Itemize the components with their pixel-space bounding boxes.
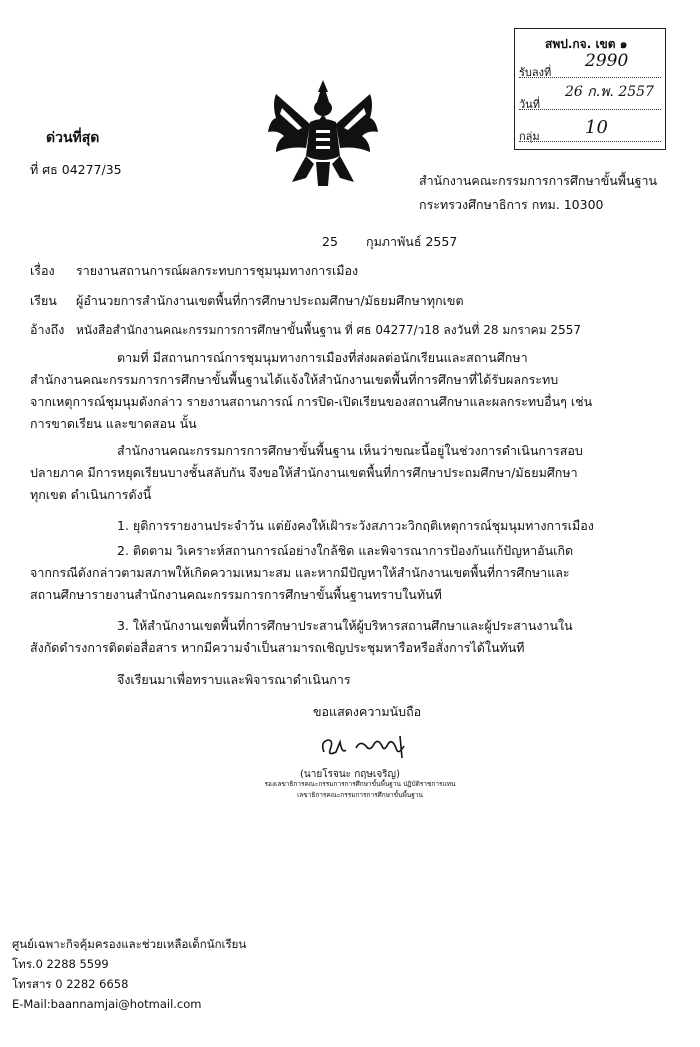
action-item-1-line: 1. ยุติการรายงานประจำวัน แต่ยังคงให้เฝ้าระวังสภาวะวิกฤติเหตุการณ์ชุมนุมทางการเมือง <box>117 518 594 533</box>
action-item-3-line: 3. ให้สำนักงานเขตพื้นที่การศึกษาประสานให้ผู้บริหารสถานศึกษาและผู้ประสานงานใน <box>117 618 573 633</box>
closing-salutation: ขอแสดงความนับถือ <box>313 704 422 719</box>
date-day: 25 <box>322 234 338 249</box>
action-item-2-line: สถานศึกษารายงานสำนักงานคณะกรรมการการศึกษาขั้นพื้นฐานทราบในทันที <box>30 587 442 602</box>
stamp-date-value: 26 ก.พ. 2557 <box>565 84 654 100</box>
signer-name: (นายโรจนะ กฤษเจริญ) <box>300 769 400 780</box>
footer-email: E-Mail:baannamjai@hotmail.com <box>12 997 202 1011</box>
recipient-text: ผู้อำนวยการสำนักงานเขตพื้นที่การศึกษาประถมศึกษา/มัธยมศึกษาทุกเขต <box>76 293 464 308</box>
action-item-3 <box>30 615 670 659</box>
garuda-emblem-icon <box>262 78 384 190</box>
action-item-3-line: สังกัดดำรงการติดต่อสื่อสาร หากมีความจำเป็นสามารถเชิญประชุมหารือหรือสั่งการได้ในทันที <box>30 640 525 655</box>
closing-request: จึงเรียนมาเพื่อทราบและพิจารณาดำเนินการ <box>117 672 351 687</box>
stamp-group-value: 10 <box>585 117 608 138</box>
stamp-receive-no: 2990 <box>585 51 629 71</box>
document-number: ที่ ศธ 04277/35 <box>30 162 122 177</box>
paragraph-2-line: สำนักงานคณะกรรมการการศึกษาขั้นพื้นฐาน เห็นว่าขณะนี้อยู่ในช่วงการดำเนินการสอบ <box>117 443 583 458</box>
agency-name: สำนักงานคณะกรรมการการศึกษาขั้นพื้นฐาน <box>419 173 658 188</box>
action-item-2 <box>30 540 670 606</box>
subject-label: เรื่อง <box>30 263 55 278</box>
recipient-label: เรียน <box>30 293 57 308</box>
date-month-year: กุมภาพันธ์ 2557 <box>366 234 458 249</box>
reception-stamp <box>514 28 666 150</box>
action-item-1 <box>117 515 677 537</box>
paragraph-1-line: ตามที่ มีสถานการณ์การชุมนุมทางการเมืองที่ส่งผลต่อนักเรียนและสถานศึกษา <box>117 350 528 365</box>
reference-label: อ้างถึง <box>30 322 65 337</box>
signer-title-2: เลขาธิการคณะกรรมการการศึกษาขั้นพื้นฐาน <box>297 791 423 799</box>
action-item-2-line: จากกรณีดังกล่าวตามสภาพให้เกิดความเหมาะสม และหากมีปัญหาให้สำนักงานเขตพื้นที่การศึกษาและ <box>30 565 570 580</box>
paragraph-1 <box>30 347 670 435</box>
paragraph-1-line: สำนักงานคณะกรรมการการศึกษาขั้นพื้นฐานได้แจ้งให้สำนักงานเขตพื้นที่การศึกษาที่ได้รับผลกระทบ <box>30 372 559 387</box>
footer-fax: โทรสาร 0 2282 6658 <box>12 977 129 991</box>
action-item-2-line: 2. ติดตาม วิเคราะห์สถานการณ์อย่างใกล้ชิด และพิจารณาการป้องกันแก้ปัญหาอันเกิด <box>117 543 574 558</box>
paragraph-1-line: จากเหตุการณ์ชุมนุมดังกล่าว รายงานสถานการณ์ การปิด-เปิดเรียนของสถานศึกษาและผลกระทบอื่นๆ เช่น <box>30 394 593 409</box>
footer-tel: โทร.0 2288 5599 <box>12 957 109 971</box>
paragraph-1-line: การขาดเรียน และขาดสอน นั้น <box>30 416 197 431</box>
stamp-office: สพป.กจ. เขต ๑ <box>545 37 628 51</box>
agency-address: กระทรวงศึกษาธิการ กทม. 10300 <box>419 197 604 212</box>
paragraph-2-line: ทุกเขต ดำเนินการดังนี้ <box>30 487 152 502</box>
stamp-group-label: กลุ่ม <box>519 130 540 143</box>
reference-text: หนังสือสำนักงานคณะกรรมการการศึกษาขั้นพื้นฐาน ที่ ศธ 04277/ว18 ลงวันที่ 28 มกราคม 2557 <box>76 323 581 337</box>
paragraph-2 <box>30 440 670 506</box>
stamp-receive-label: รับลงที่ <box>519 66 552 79</box>
subject-text: รายงานสถานการณ์ผลกระทบการชุมนุมทางการเมือง <box>76 263 359 278</box>
urgency-label: ด่วนที่สุด <box>46 130 100 146</box>
handwritten-signature <box>318 730 418 764</box>
signer-title-1: รองเลขาธิการคณะกรรมการการศึกษาขั้นพื้นฐาน ปฏิบัติราชการแทน <box>264 780 456 788</box>
paragraph-2-line: ปลายภาค มีการหยุดเรียนบางชั้นสลับกัน จึงขอให้สำนักงานเขตพื้นที่การศึกษาประถมศึกษา/มัธยมศึกษา <box>30 465 578 480</box>
stamp-date-label: วันที่ <box>519 98 540 111</box>
footer-unit: ศูนย์เฉพาะกิจคุ้มครองและช่วยเหลือเด็กนักเรียน <box>12 937 247 951</box>
